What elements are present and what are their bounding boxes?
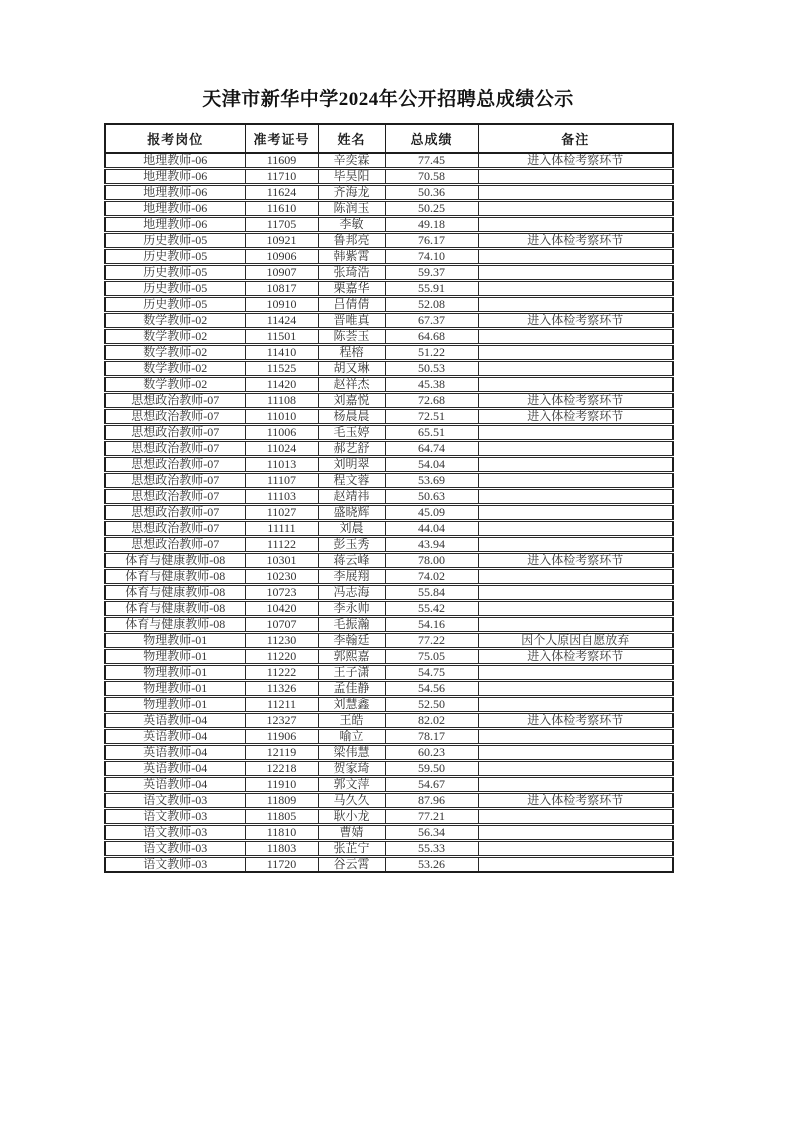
cell-position: 思想政治教师-07 — [105, 505, 245, 521]
table-row — [105, 377, 673, 393]
cell-score: 55.42 — [385, 601, 478, 617]
cell-position: 语文教师-03 — [105, 857, 245, 873]
cell-remark — [478, 185, 673, 201]
table-row — [105, 409, 673, 425]
cell-position: 体育与健康教师-08 — [105, 617, 245, 633]
cell-score: 72.51 — [385, 409, 478, 425]
table-row — [105, 761, 673, 777]
cell-exam-number: 11024 — [245, 441, 318, 457]
cell-score: 45.09 — [385, 505, 478, 521]
cell-remark: 进入体检考察环节 — [478, 313, 673, 329]
cell-exam-number: 11803 — [245, 841, 318, 857]
cell-score: 54.56 — [385, 681, 478, 697]
cell-position: 地理教师-06 — [105, 153, 245, 169]
cell-name: 王皓 — [318, 713, 385, 729]
cell-name: 陈润玉 — [318, 201, 385, 217]
document-content — [104, 84, 672, 873]
cell-remark — [478, 569, 673, 585]
cell-name: 张芷宁 — [318, 841, 385, 857]
cell-exam-number: 11211 — [245, 697, 318, 713]
cell-exam-number: 11107 — [245, 473, 318, 489]
cell-remark — [478, 521, 673, 537]
table-row — [105, 249, 673, 265]
cell-name: 赵靖祎 — [318, 489, 385, 505]
cell-remark — [478, 345, 673, 361]
cell-name: 辛奕霖 — [318, 153, 385, 169]
table-row — [105, 617, 673, 633]
cell-remark — [478, 489, 673, 505]
cell-position: 思想政治教师-07 — [105, 473, 245, 489]
cell-name: 刘慧鑫 — [318, 697, 385, 713]
cell-exam-number: 10907 — [245, 265, 318, 281]
cell-name: 盛晓辉 — [318, 505, 385, 521]
table-row — [105, 361, 673, 377]
cell-position: 体育与健康教师-08 — [105, 569, 245, 585]
column-header-exam-number: 准考证号 — [245, 124, 318, 153]
cell-exam-number: 11220 — [245, 649, 318, 665]
cell-position: 数学教师-02 — [105, 377, 245, 393]
cell-remark — [478, 329, 673, 345]
cell-exam-number: 11525 — [245, 361, 318, 377]
cell-exam-number: 12327 — [245, 713, 318, 729]
cell-exam-number: 11420 — [245, 377, 318, 393]
table-row — [105, 345, 673, 361]
table-row — [105, 777, 673, 793]
cell-position: 历史教师-05 — [105, 233, 245, 249]
table-row — [105, 153, 673, 169]
cell-name: 王子潇 — [318, 665, 385, 681]
cell-position: 思想政治教师-07 — [105, 409, 245, 425]
cell-name: 毛振瀚 — [318, 617, 385, 633]
cell-exam-number: 11006 — [245, 425, 318, 441]
cell-remark — [478, 729, 673, 745]
table-row — [105, 217, 673, 233]
cell-name: 冯志海 — [318, 585, 385, 601]
cell-score: 77.45 — [385, 153, 478, 169]
cell-score: 49.18 — [385, 217, 478, 233]
cell-position: 体育与健康教师-08 — [105, 601, 245, 617]
cell-remark — [478, 697, 673, 713]
cell-name: 梁伟慧 — [318, 745, 385, 761]
cell-position: 物理教师-01 — [105, 649, 245, 665]
cell-name: 郭文萍 — [318, 777, 385, 793]
cell-score: 67.37 — [385, 313, 478, 329]
column-header-position: 报考岗位 — [105, 124, 245, 153]
table-row — [105, 745, 673, 761]
cell-score: 52.50 — [385, 697, 478, 713]
table-row — [105, 649, 673, 665]
table-row — [105, 313, 673, 329]
cell-exam-number: 11222 — [245, 665, 318, 681]
cell-name: 晋唯真 — [318, 313, 385, 329]
cell-name: 郝艺舒 — [318, 441, 385, 457]
cell-exam-number: 10301 — [245, 553, 318, 569]
cell-position: 思想政治教师-07 — [105, 537, 245, 553]
cell-score: 77.22 — [385, 633, 478, 649]
table-row — [105, 729, 673, 745]
table-row — [105, 553, 673, 569]
cell-name: 马久久 — [318, 793, 385, 809]
cell-score: 50.25 — [385, 201, 478, 217]
cell-name: 彭玉秀 — [318, 537, 385, 553]
cell-score: 54.75 — [385, 665, 478, 681]
cell-remark: 进入体检考察环节 — [478, 713, 673, 729]
cell-exam-number: 11122 — [245, 537, 318, 553]
table-row — [105, 425, 673, 441]
cell-exam-number: 12119 — [245, 745, 318, 761]
cell-score: 53.69 — [385, 473, 478, 489]
table-row — [105, 329, 673, 345]
table-row — [105, 265, 673, 281]
cell-name: 栗嘉华 — [318, 281, 385, 297]
cell-name: 刘明翠 — [318, 457, 385, 473]
cell-exam-number: 11809 — [245, 793, 318, 809]
cell-position: 物理教师-01 — [105, 633, 245, 649]
cell-remark — [478, 585, 673, 601]
cell-exam-number: 11910 — [245, 777, 318, 793]
cell-exam-number: 11609 — [245, 153, 318, 169]
cell-remark — [478, 681, 673, 697]
table-row — [105, 601, 673, 617]
cell-remark — [478, 265, 673, 281]
cell-remark — [478, 537, 673, 553]
table-row — [105, 713, 673, 729]
cell-name: 郭熙嘉 — [318, 649, 385, 665]
cell-name: 刘晨 — [318, 521, 385, 537]
cell-position: 语文教师-03 — [105, 809, 245, 825]
cell-exam-number: 11424 — [245, 313, 318, 329]
cell-remark — [478, 441, 673, 457]
cell-score: 55.91 — [385, 281, 478, 297]
column-header-remark: 备注 — [478, 124, 673, 153]
cell-remark — [478, 281, 673, 297]
table-row — [105, 281, 673, 297]
table-row — [105, 697, 673, 713]
cell-name: 赵祥杰 — [318, 377, 385, 393]
cell-exam-number: 11111 — [245, 521, 318, 537]
cell-position: 物理教师-01 — [105, 681, 245, 697]
cell-exam-number: 11710 — [245, 169, 318, 185]
cell-exam-number: 10817 — [245, 281, 318, 297]
table-row — [105, 537, 673, 553]
cell-position: 数学教师-02 — [105, 345, 245, 361]
cell-name: 杨晨晨 — [318, 409, 385, 425]
cell-remark — [478, 841, 673, 857]
cell-exam-number: 11010 — [245, 409, 318, 425]
cell-position: 英语教师-04 — [105, 745, 245, 761]
cell-exam-number: 11906 — [245, 729, 318, 745]
cell-name: 鲁邦亮 — [318, 233, 385, 249]
cell-remark — [478, 745, 673, 761]
cell-remark — [478, 809, 673, 825]
cell-score: 74.10 — [385, 249, 478, 265]
cell-remark: 进入体检考察环节 — [478, 649, 673, 665]
cell-exam-number: 11103 — [245, 489, 318, 505]
table-row — [105, 841, 673, 857]
cell-position: 语文教师-03 — [105, 825, 245, 841]
cell-name: 毕昊阳 — [318, 169, 385, 185]
cell-name: 李翰廷 — [318, 633, 385, 649]
cell-score: 59.37 — [385, 265, 478, 281]
cell-exam-number: 11230 — [245, 633, 318, 649]
cell-name: 韩紫霄 — [318, 249, 385, 265]
cell-name: 李敏 — [318, 217, 385, 233]
cell-position: 思想政治教师-07 — [105, 393, 245, 409]
cell-remark — [478, 505, 673, 521]
table-row — [105, 393, 673, 409]
cell-name: 程文蓉 — [318, 473, 385, 489]
page-title: 天津市新华中学2024年公开招聘总成绩公示 — [202, 89, 574, 110]
cell-exam-number: 10420 — [245, 601, 318, 617]
cell-remark: 进入体检考察环节 — [478, 153, 673, 169]
cell-remark: 进入体检考察环节 — [478, 393, 673, 409]
cell-remark: 进入体检考察环节 — [478, 409, 673, 425]
cell-position: 语文教师-03 — [105, 841, 245, 857]
cell-name: 刘嘉悦 — [318, 393, 385, 409]
cell-name: 毛玉婷 — [318, 425, 385, 441]
table-row — [105, 297, 673, 313]
cell-position: 思想政治教师-07 — [105, 521, 245, 537]
cell-score: 54.04 — [385, 457, 478, 473]
cell-name: 程榕 — [318, 345, 385, 361]
cell-score: 76.17 — [385, 233, 478, 249]
cell-exam-number: 10921 — [245, 233, 318, 249]
cell-position: 英语教师-04 — [105, 761, 245, 777]
cell-name: 李展翔 — [318, 569, 385, 585]
column-header-score: 总成绩 — [385, 124, 478, 153]
cell-position: 物理教师-01 — [105, 665, 245, 681]
cell-remark — [478, 601, 673, 617]
cell-remark — [478, 777, 673, 793]
cell-exam-number: 10910 — [245, 297, 318, 313]
cell-score: 75.05 — [385, 649, 478, 665]
cell-position: 思想政治教师-07 — [105, 441, 245, 457]
cell-remark — [478, 377, 673, 393]
cell-score: 55.33 — [385, 841, 478, 857]
cell-exam-number: 12218 — [245, 761, 318, 777]
cell-score: 43.94 — [385, 537, 478, 553]
table-row — [105, 489, 673, 505]
cell-position: 数学教师-02 — [105, 329, 245, 345]
cell-name: 谷云霄 — [318, 857, 385, 873]
cell-position: 数学教师-02 — [105, 361, 245, 377]
cell-exam-number: 11326 — [245, 681, 318, 697]
score-table-body — [105, 153, 673, 872]
cell-position: 数学教师-02 — [105, 313, 245, 329]
cell-remark — [478, 297, 673, 313]
table-row — [105, 457, 673, 473]
score-table — [104, 123, 674, 873]
cell-position: 体育与健康教师-08 — [105, 553, 245, 569]
cell-remark — [478, 425, 673, 441]
cell-position: 历史教师-05 — [105, 249, 245, 265]
cell-position: 地理教师-06 — [105, 217, 245, 233]
cell-position: 地理教师-06 — [105, 169, 245, 185]
cell-position: 思想政治教师-07 — [105, 457, 245, 473]
cell-score: 70.58 — [385, 169, 478, 185]
cell-exam-number: 11705 — [245, 217, 318, 233]
cell-name: 陈荟玉 — [318, 329, 385, 345]
cell-score: 51.22 — [385, 345, 478, 361]
table-row — [105, 857, 673, 873]
cell-name: 齐海龙 — [318, 185, 385, 201]
cell-score: 77.21 — [385, 809, 478, 825]
cell-score: 52.08 — [385, 297, 478, 313]
cell-remark — [478, 761, 673, 777]
cell-remark: 进入体检考察环节 — [478, 793, 673, 809]
cell-score: 45.38 — [385, 377, 478, 393]
cell-remark — [478, 825, 673, 841]
cell-remark: 进入体检考察环节 — [478, 233, 673, 249]
column-header-name: 姓名 — [318, 124, 385, 153]
table-row — [105, 569, 673, 585]
cell-score: 72.68 — [385, 393, 478, 409]
table-row — [105, 505, 673, 521]
cell-remark — [478, 457, 673, 473]
cell-position: 思想政治教师-07 — [105, 425, 245, 441]
cell-remark — [478, 201, 673, 217]
table-row — [105, 825, 673, 841]
cell-score: 50.63 — [385, 489, 478, 505]
cell-remark — [478, 617, 673, 633]
cell-position: 英语教师-04 — [105, 729, 245, 745]
cell-name: 孟佳静 — [318, 681, 385, 697]
cell-name: 张琦浩 — [318, 265, 385, 281]
table-row — [105, 473, 673, 489]
cell-remark — [478, 361, 673, 377]
cell-score: 64.68 — [385, 329, 478, 345]
cell-score: 78.00 — [385, 553, 478, 569]
cell-score: 50.36 — [385, 185, 478, 201]
cell-score: 82.02 — [385, 713, 478, 729]
table-header-row — [105, 124, 673, 153]
cell-score: 64.74 — [385, 441, 478, 457]
cell-exam-number: 10906 — [245, 249, 318, 265]
cell-position: 体育与健康教师-08 — [105, 585, 245, 601]
cell-remark — [478, 857, 673, 873]
table-row — [105, 441, 673, 457]
cell-score: 60.23 — [385, 745, 478, 761]
cell-exam-number: 11810 — [245, 825, 318, 841]
cell-name: 喻立 — [318, 729, 385, 745]
table-row — [105, 521, 673, 537]
cell-score: 53.26 — [385, 857, 478, 873]
cell-exam-number: 11013 — [245, 457, 318, 473]
cell-position: 历史教师-05 — [105, 297, 245, 313]
cell-score: 55.84 — [385, 585, 478, 601]
table-row — [105, 233, 673, 249]
cell-exam-number: 11720 — [245, 857, 318, 873]
cell-name: 耿小龙 — [318, 809, 385, 825]
cell-score: 44.04 — [385, 521, 478, 537]
cell-position: 英语教师-04 — [105, 777, 245, 793]
cell-exam-number: 11501 — [245, 329, 318, 345]
cell-remark — [478, 169, 673, 185]
cell-remark: 因个人原因自愿放弃 — [478, 633, 673, 649]
cell-position: 历史教师-05 — [105, 265, 245, 281]
cell-remark: 进入体检考察环节 — [478, 553, 673, 569]
table-row — [105, 185, 673, 201]
cell-position: 语文教师-03 — [105, 793, 245, 809]
table-row — [105, 169, 673, 185]
cell-name: 李永帅 — [318, 601, 385, 617]
cell-name: 胡又琳 — [318, 361, 385, 377]
cell-name: 吕倩倩 — [318, 297, 385, 313]
cell-exam-number: 10723 — [245, 585, 318, 601]
cell-exam-number: 11410 — [245, 345, 318, 361]
cell-position: 地理教师-06 — [105, 201, 245, 217]
cell-score: 78.17 — [385, 729, 478, 745]
table-row — [105, 201, 673, 217]
cell-score: 65.51 — [385, 425, 478, 441]
cell-score: 87.96 — [385, 793, 478, 809]
cell-score: 54.67 — [385, 777, 478, 793]
cell-position: 地理教师-06 — [105, 185, 245, 201]
cell-exam-number: 11805 — [245, 809, 318, 825]
cell-exam-number: 11610 — [245, 201, 318, 217]
cell-score: 54.16 — [385, 617, 478, 633]
cell-exam-number: 10230 — [245, 569, 318, 585]
cell-remark — [478, 665, 673, 681]
cell-position: 思想政治教师-07 — [105, 489, 245, 505]
cell-remark — [478, 249, 673, 265]
cell-score: 74.02 — [385, 569, 478, 585]
cell-position: 英语教师-04 — [105, 713, 245, 729]
table-row — [105, 633, 673, 649]
cell-exam-number: 11027 — [245, 505, 318, 521]
cell-name: 贺家琦 — [318, 761, 385, 777]
table-row — [105, 809, 673, 825]
cell-position: 历史教师-05 — [105, 281, 245, 297]
cell-exam-number: 10707 — [245, 617, 318, 633]
cell-exam-number: 11624 — [245, 185, 318, 201]
cell-score: 56.34 — [385, 825, 478, 841]
table-row — [105, 793, 673, 809]
cell-score: 50.53 — [385, 361, 478, 377]
cell-position: 物理教师-01 — [105, 697, 245, 713]
table-row — [105, 585, 673, 601]
cell-score: 59.50 — [385, 761, 478, 777]
cell-remark — [478, 473, 673, 489]
table-row — [105, 681, 673, 697]
cell-name: 蒋云峰 — [318, 553, 385, 569]
cell-name: 曹婧 — [318, 825, 385, 841]
cell-exam-number: 11108 — [245, 393, 318, 409]
table-row — [105, 665, 673, 681]
cell-remark — [478, 217, 673, 233]
